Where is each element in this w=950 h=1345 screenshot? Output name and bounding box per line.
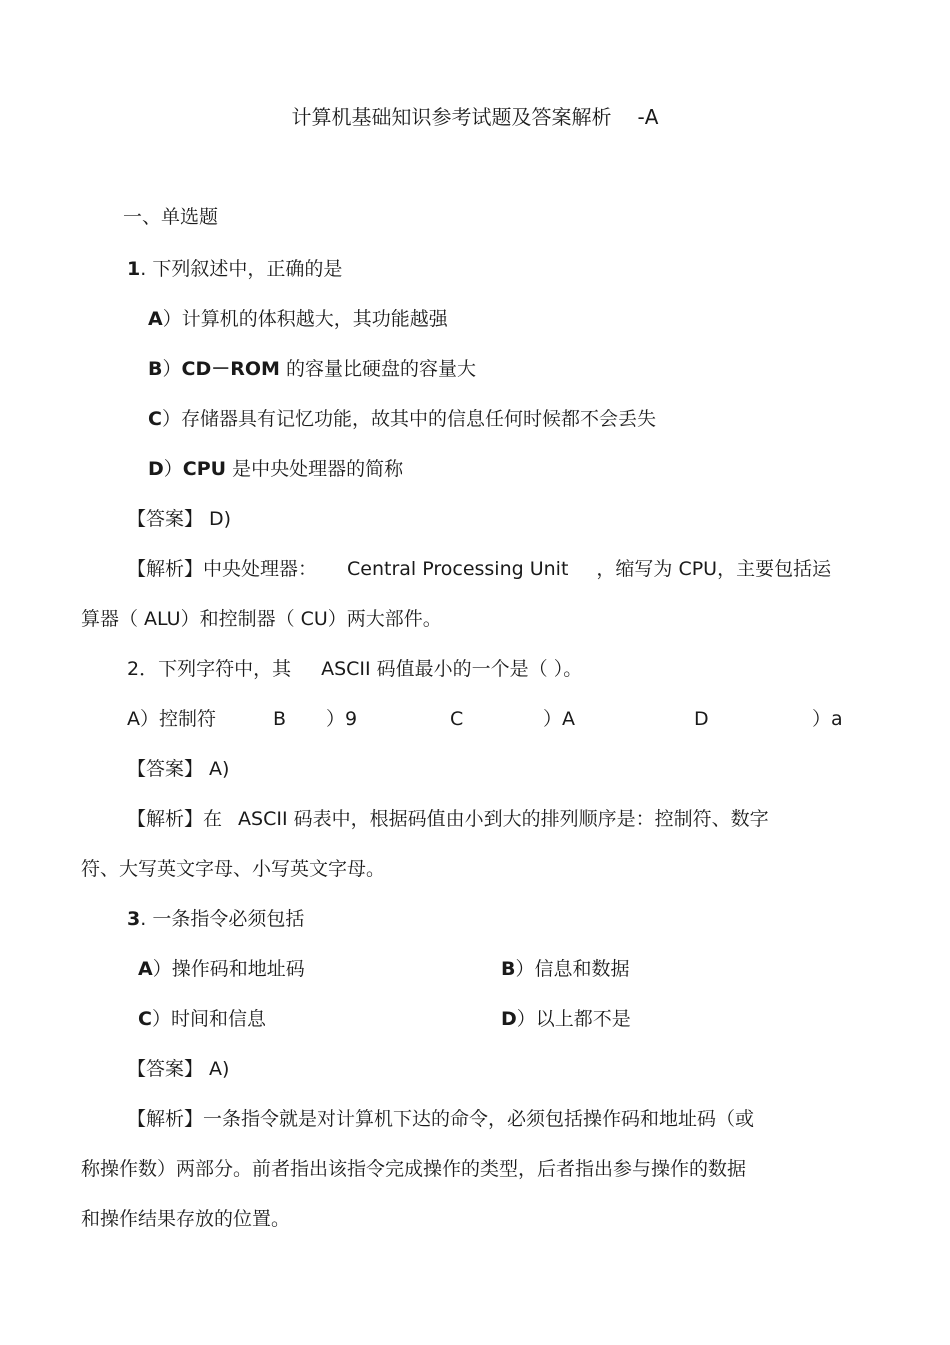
page-title bbox=[0, 104, 950, 130]
option-text: ）以上都不是 bbox=[516, 1008, 631, 1030]
option-text: ） bbox=[163, 458, 183, 480]
q3-option-d bbox=[501, 1006, 631, 1032]
q2-stem-a: 2．下列字符中，其 bbox=[127, 658, 292, 680]
q3-option-a bbox=[138, 956, 305, 982]
option-text: ）操作码和地址码 bbox=[152, 958, 305, 980]
analysis-text: ，缩写为 CPU，主要包括运 bbox=[596, 558, 832, 580]
option-key: C bbox=[138, 1008, 152, 1030]
q3-analysis-line-1: 【解析】一条指令就是对计算机下达的命令，必须包括操作码和地址码（或 bbox=[127, 1108, 755, 1130]
q2-stem bbox=[127, 656, 582, 682]
q2-option-c-key: C bbox=[450, 708, 464, 730]
q2-option-d-value: ）a bbox=[812, 708, 843, 730]
option-text: ）计算机的体积越大，其功能越强 bbox=[162, 308, 448, 330]
option-text: 是中央处理器的简称 bbox=[226, 458, 404, 480]
q1-option-a bbox=[148, 306, 448, 332]
option-term: CPU bbox=[182, 458, 227, 480]
q2-option-c-value: ）A bbox=[543, 708, 575, 730]
option-term: CD－ROM bbox=[181, 358, 280, 380]
analysis-text: ASCII 码表中，根据码值由小到大的排列顺序是：控制符、数字 bbox=[238, 808, 769, 830]
q3-option-c bbox=[138, 1006, 266, 1032]
option-key: B bbox=[148, 358, 163, 380]
analysis-label: 【解析】中央处理器： bbox=[127, 558, 318, 580]
option-key: C bbox=[148, 408, 162, 430]
q2-stem-b: ASCII 码值最小的一个是（ ）。 bbox=[321, 658, 583, 680]
q3-analysis-line-3: 和操作结果存放的位置。 bbox=[81, 1208, 291, 1230]
q1-stem bbox=[127, 256, 342, 282]
title-text: 计算机基础知识参考试题及答案解析 bbox=[291, 105, 612, 129]
analysis-term: Central Processing Unit bbox=[347, 558, 569, 580]
q1-number: 1 bbox=[127, 258, 141, 280]
q1-analysis-line-1 bbox=[127, 556, 831, 582]
q3-stem-text: . 一条指令必须包括 bbox=[140, 908, 305, 930]
option-text: ）存储器具有记忆功能，故其中的信息任何时候都不会丢失 bbox=[161, 408, 656, 430]
q2-option-b-value: ）9 bbox=[326, 708, 358, 730]
option-key: D bbox=[148, 458, 164, 480]
option-key: B bbox=[501, 958, 516, 980]
q2-option-b-key: B bbox=[273, 708, 287, 730]
title-suffix: -A bbox=[637, 105, 659, 129]
q2-answer: 【答案】 A) bbox=[127, 758, 230, 780]
q3-analysis-line-2: 称操作数）两部分。前者指出该指令完成操作的类型，后者指出参与操作的数据 bbox=[81, 1158, 747, 1180]
option-key: A bbox=[138, 958, 153, 980]
q1-option-c bbox=[148, 406, 656, 432]
section-heading: 一、单选题 bbox=[123, 206, 219, 228]
q2-option-d-key: D bbox=[694, 708, 709, 730]
q3-answer: 【答案】 A) bbox=[127, 1058, 230, 1080]
q2-analysis-line-2: 符、大写英文字母、小写英文字母。 bbox=[81, 858, 386, 880]
option-key: A bbox=[148, 308, 163, 330]
q2-analysis-line-1 bbox=[127, 806, 769, 832]
q3-stem bbox=[127, 906, 304, 932]
q3-option-b bbox=[501, 956, 630, 982]
q1-analysis-line-2: 算器（ ALU）和控制器（ CU）两大部件。 bbox=[81, 608, 442, 630]
option-text: ）时间和信息 bbox=[151, 1008, 266, 1030]
q1-stem-text: . 下列叙述中，正确的是 bbox=[140, 258, 343, 280]
q1-option-b bbox=[148, 356, 476, 382]
option-key: D bbox=[501, 1008, 517, 1030]
option-text: 的容量比硬盘的容量大 bbox=[279, 358, 476, 380]
q1-answer: 【答案】 D) bbox=[127, 508, 232, 530]
option-text: ） bbox=[162, 358, 182, 380]
option-text: ）信息和数据 bbox=[515, 958, 630, 980]
q2-option-a: A）控制符 bbox=[127, 708, 216, 730]
q3-number: 3 bbox=[127, 908, 141, 930]
q1-option-d bbox=[148, 456, 403, 482]
analysis-label: 【解析】在 bbox=[127, 808, 223, 830]
